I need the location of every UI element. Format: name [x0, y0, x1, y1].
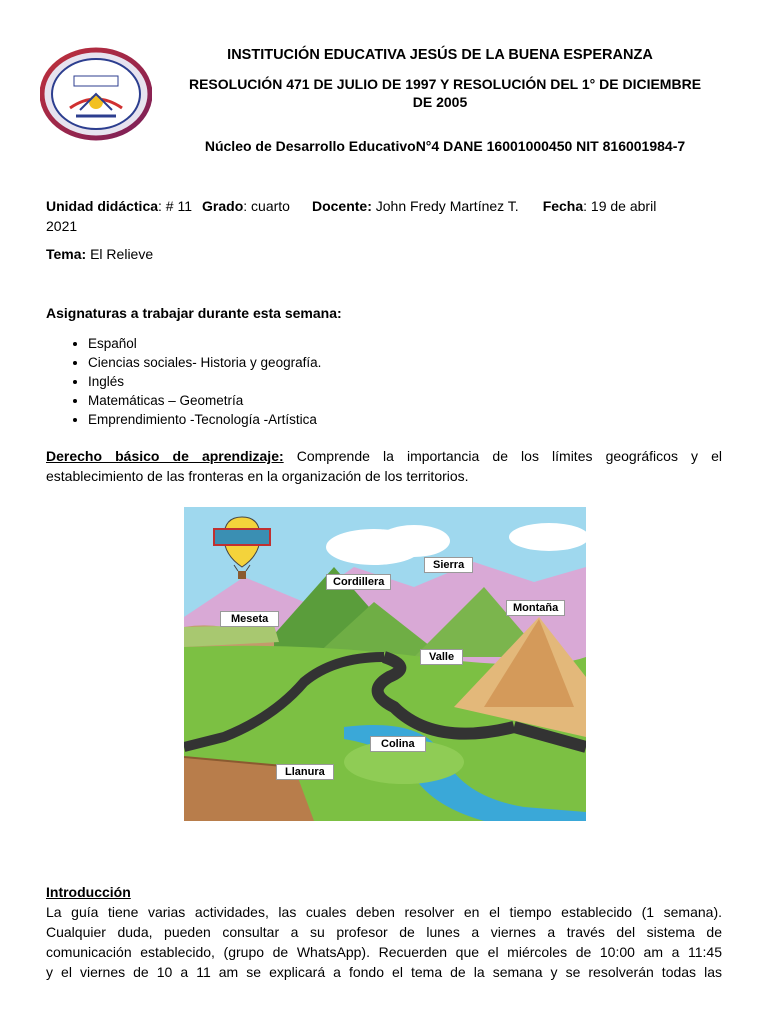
nucleus-line: Núcleo de Desarrollo EducativoN°4 DANE 16001000450 NIT 816001984-7 [204, 138, 686, 154]
label-colina: Colina [370, 736, 426, 752]
resolution-line-2: DE 2005 [412, 94, 468, 110]
intro-line-4: y el viernes de 10 a 11 am se explicará a fondo el tema de la semana y se resolverán todas las [46, 964, 722, 980]
list-item: • Emprendimiento -Tecnología -Artística [88, 410, 321, 429]
relief-illustration [184, 507, 586, 821]
school-logo [40, 46, 152, 142]
list-item: • Matemáticas – Geometría [88, 391, 321, 410]
label-sierra: Sierra [424, 557, 473, 573]
teacher-value: John Fredy Martínez T. [371, 198, 519, 214]
topic-row [46, 244, 153, 264]
unit-label: Unidad didáctica [46, 198, 159, 214]
label-cordillera: Cordillera [326, 574, 391, 590]
resolution-line-1: RESOLUCIÓN 471 DE JULIO DE 1997 Y RESOLUCIÓN DEL 1° DE DICIEMBRE [188, 76, 702, 92]
intro-line-2: Cualquier duda, pueden consultar a su profesor de lunes a viernes a través del sistema de [46, 924, 722, 940]
label-llanura: Llanura [276, 764, 334, 780]
dba-line-1 [46, 446, 722, 466]
subjects-heading: Asignaturas a trabajar durante esta semana: [46, 305, 342, 321]
topic-label: Tema: [46, 246, 87, 262]
date-year: 2021 [46, 218, 78, 234]
list-item: • Inglés [88, 372, 321, 391]
grade-label: Grado [202, 198, 244, 214]
dba-line-2: establecimiento de las fronteras en la organización de los territorios. [46, 468, 469, 484]
grade-value: : cuarto [243, 198, 290, 214]
subjects-list [64, 334, 321, 429]
intro-line-3: comunicación establecido, (grupo de WhatsApp). Recuerden que el miércoles de 10:00 am a 11:45 [46, 944, 722, 960]
date-value: : 19 de abril [583, 198, 657, 214]
dba-label: Derecho básico de aprendizaje: [46, 448, 284, 464]
date-label: Fecha [542, 198, 584, 214]
teacher-label: Docente: [311, 198, 372, 214]
topic-value: El Relieve [86, 246, 154, 262]
intro-line-1: La guía tiene varias actividades, las cuales deben resolver en el tiempo establecido (1 semana). [46, 904, 722, 920]
list-item: • Español [88, 334, 321, 353]
label-meseta: Meseta [220, 611, 279, 627]
label-montana: Montaña [506, 600, 565, 616]
list-item: • Ciencias sociales- Historia y geografía. [88, 353, 321, 372]
intro-title: Introducción [46, 884, 131, 900]
label-valle: Valle [420, 649, 463, 665]
info-row [46, 196, 722, 216]
dba-text-1: Comprende la importancia de los límites geográficos y el [296, 448, 723, 464]
unit-value: : # 11 [158, 198, 193, 214]
institution-name: INSTITUCIÓN EDUCATIVA JESÚS DE LA BUENA ESPERANZA [227, 47, 653, 63]
